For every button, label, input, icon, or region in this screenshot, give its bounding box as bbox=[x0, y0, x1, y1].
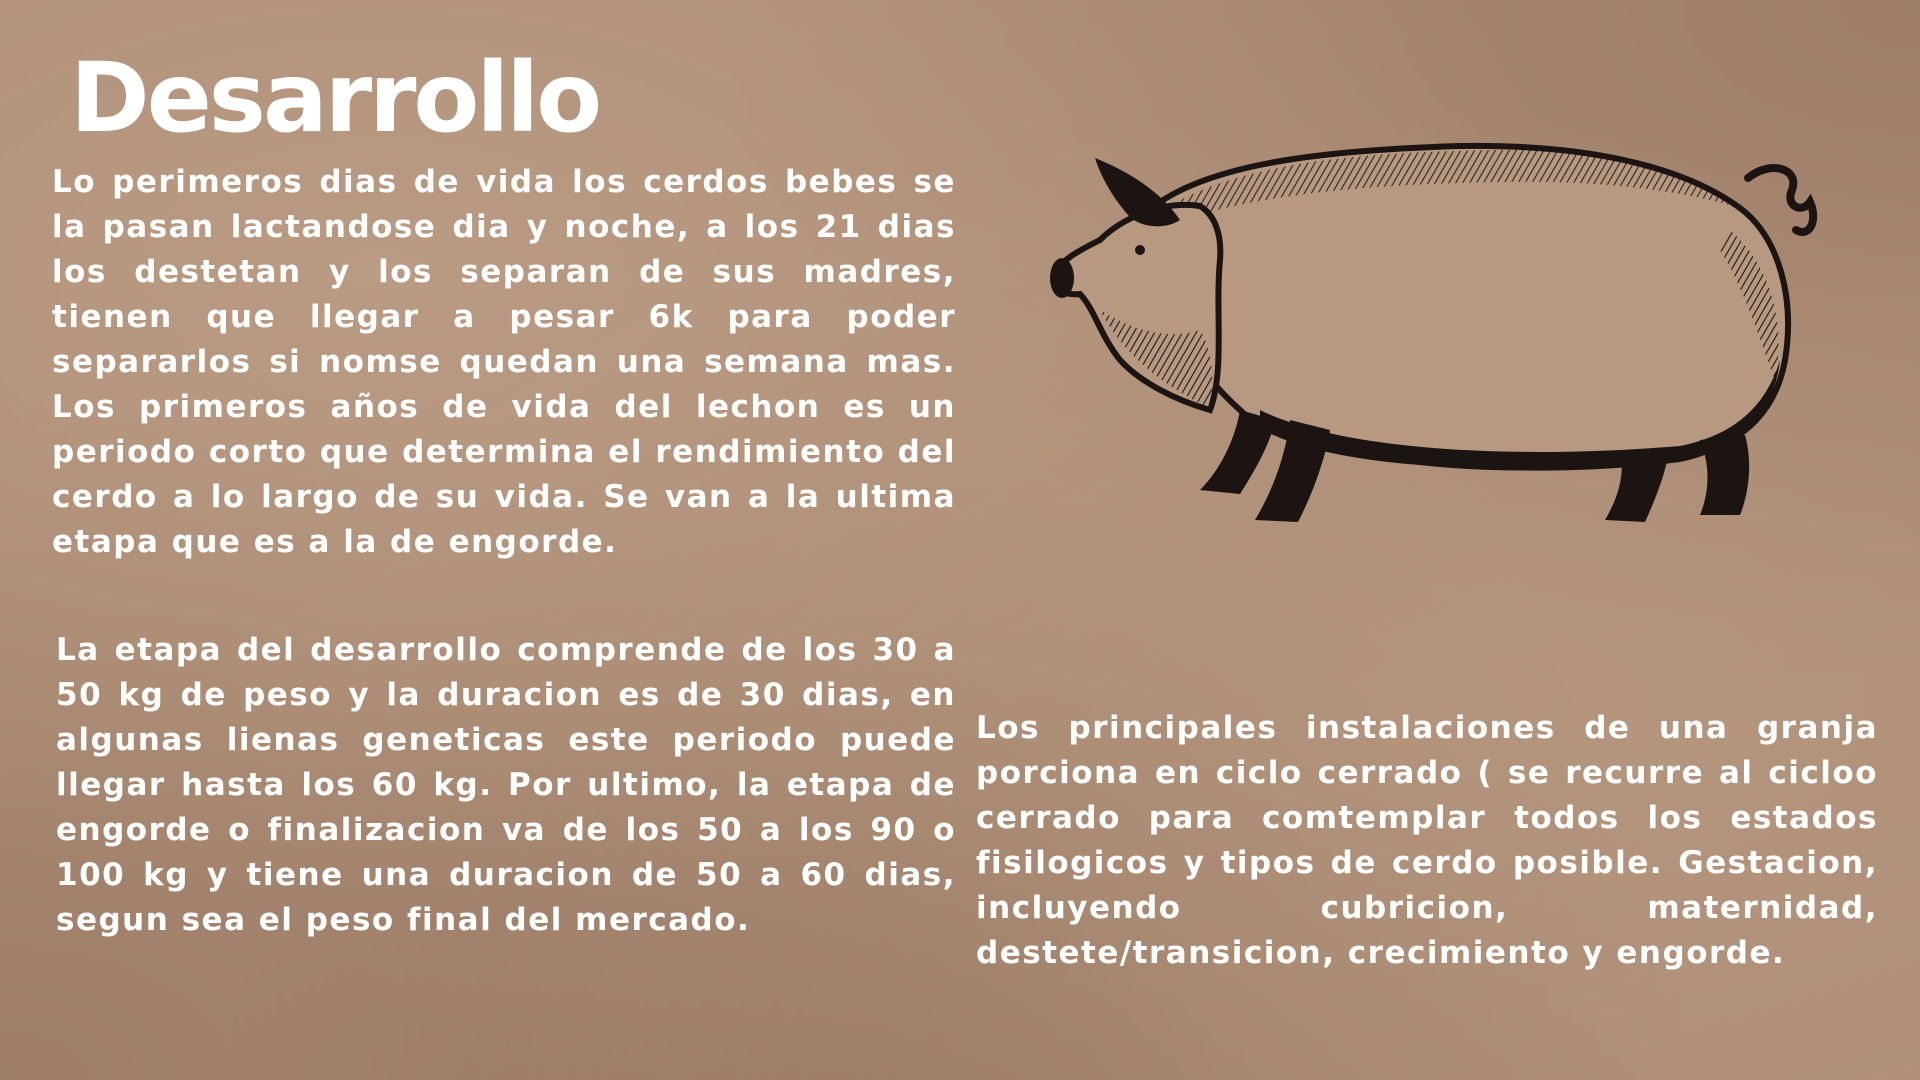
pig-snout bbox=[1050, 258, 1074, 298]
paragraph-farm-facilities: Los principales instalaciones de una granja porciona en ciclo cerrado ( se recurre al cicloo cerrado para comtemplar todos los estados fisilogicos y tipos de cerdo posible. Gestacion, incluyendo cubricion, maternidad, destete/transicion, crecimiento y engorde. bbox=[976, 710, 1878, 971]
slide-title: Desarrollo bbox=[70, 42, 600, 154]
paragraph-development-intro: Lo perimeros dias de vida los cerdos bebes se la pasan lactandose dia y noche, a los 21 dias los destetan y los separan de sus madres, tienen que llegar a pesar 6k para poder separarlos si nomse quedan una semana mas. Los primeros años de vida del lechon es un periodo corto que determina el rendimiento del cerdo a lo largo de su vida. Se van a la ultima etapa que es a la de engorde. bbox=[52, 164, 956, 560]
paragraph-development-stage: La etapa del desarrollo comprende de los 30 a 50 kg de peso y la duracion es de 30 dias, en algunas lienas geneticas este periodo puede llegar hasta los 60 kg. Por ultimo, la etapa de engorde o finalizacion va de los 50 a los 90 o 100 kg y tiene una duracion de 50 a 60 dias, segun sea el peso final del mercado. bbox=[56, 632, 956, 938]
pig-leg-front-left bbox=[1200, 410, 1275, 494]
pig-ear bbox=[1095, 158, 1180, 226]
pig-leg-back-right bbox=[1700, 435, 1749, 515]
pig-eye bbox=[1135, 245, 1145, 255]
pig-illustration bbox=[1040, 110, 1820, 550]
